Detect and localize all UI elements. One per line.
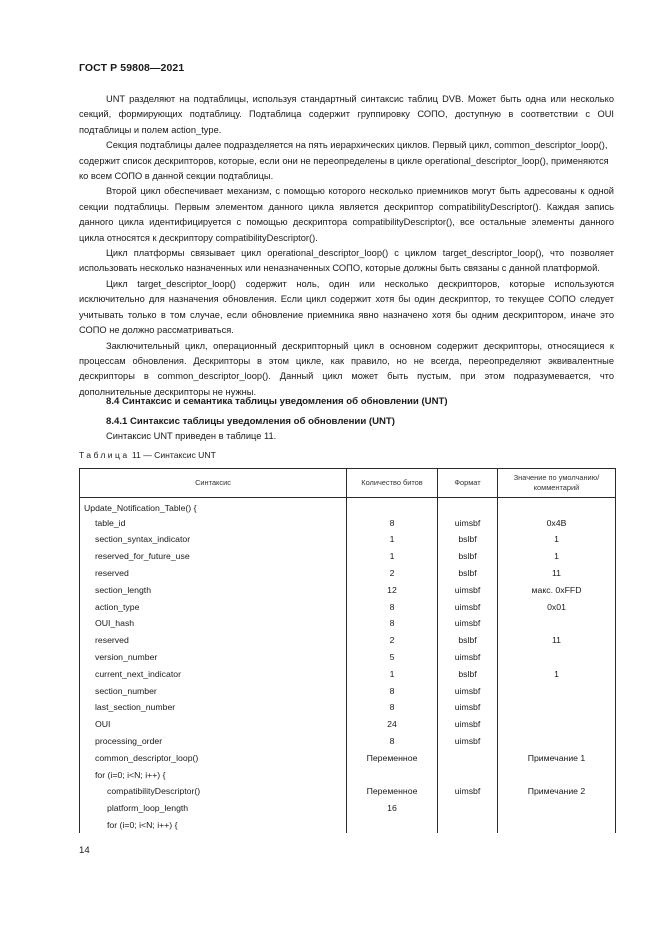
cell-default — [498, 817, 616, 834]
cell-bits: 8 — [347, 615, 438, 632]
table-intro: Синтаксис UNT приведен в таблице 11. — [106, 431, 277, 441]
section-heading: 8.4 Синтаксис и семантика таблицы уведомления об обновлении (UNT) — [106, 396, 448, 407]
cell-default: 1 — [498, 665, 616, 682]
cell-syntax: last_section_number — [80, 699, 347, 716]
cell-format: uimsbf — [438, 716, 498, 733]
cell-syntax: section_number — [80, 682, 347, 699]
cell-syntax: reserved_for_future_use — [80, 548, 347, 565]
cell-format: uimsbf — [438, 783, 498, 800]
cell-default: 11 — [498, 632, 616, 649]
table-row — [80, 498, 616, 515]
paragraph-5: Цикл target_descriptor_loop() содержит ноль, один или несколько дескрипторов, которые используются исключительно для назначения обновления. Если цикл содержит хотя бы один дескриптор, то текущее СОПО следует учитывать только в том случае, если обновление приемника явно назначено хотя бы одним дескриптором, иначе это СОПО не должно рассматриваться. — [79, 278, 614, 336]
cell-format: bslbf — [438, 565, 498, 582]
table-row — [80, 749, 616, 766]
cell-format: uimsbf — [438, 649, 498, 666]
cell-syntax: action_type — [80, 598, 347, 615]
cell-bits — [347, 817, 438, 834]
cell-default — [498, 699, 616, 716]
table-caption — [79, 450, 216, 460]
cell-default — [498, 766, 616, 783]
table-row — [80, 598, 616, 615]
cell-format — [438, 766, 498, 783]
table-row — [80, 548, 616, 565]
cell-bits: Переменное — [347, 783, 438, 800]
unt-syntax-table — [79, 468, 616, 833]
cell-bits: 1 — [347, 548, 438, 565]
cell-format: bslbf — [438, 632, 498, 649]
table-row — [80, 699, 616, 716]
table-caption-prefix: Таблица — [79, 450, 130, 460]
cell-syntax: current_next_indicator — [80, 665, 347, 682]
cell-default: макс. 0xFFD — [498, 581, 616, 598]
cell-format: uimsbf — [438, 598, 498, 615]
cell-format: uimsbf — [438, 682, 498, 699]
table-body — [80, 498, 616, 834]
header-syntax: Синтаксис — [80, 469, 347, 498]
cell-default: 0x01 — [498, 598, 616, 615]
paragraph-3: Второй цикл обеспечивает механизм, с помощью которого несколько приемников могут быть адресованы к одной секции подтаблицы. Первым элементом данного цикла является дескриптор compatibilityDescriptor(). Каждая запись данного цикла идентифицируется с помощью дескриптора compatibilityDescriptor(), все остальные элементы данного цикла относятся к дескриптору compatibilityDescriptor(). — [79, 186, 614, 243]
table-row — [80, 665, 616, 682]
cell-default — [498, 649, 616, 666]
cell-bits: 2 — [347, 632, 438, 649]
cell-bits: 8 — [347, 699, 438, 716]
cell-format: uimsbf — [438, 699, 498, 716]
table-row — [80, 581, 616, 598]
table-row — [80, 531, 616, 548]
cell-default — [498, 498, 616, 515]
paragraph-1: UNT разделяют на подтаблицы, используя стандартный синтаксис таблиц DVB. Может быть одна или несколько секций, формирующих подтаблицу. Подтаблица содержит группировку СОПО, доступную в соответствии с OUI подтаблицы и полем action_type. — [79, 94, 614, 135]
subsection-heading: 8.4.1 Синтаксис таблицы уведомления об обновлении (UNT) — [106, 416, 395, 427]
table-row — [80, 733, 616, 750]
paragraph-2: Секция подтаблицы далее подразделяется на пять иерархических циклов. Первый цикл, common_descriptor_loop(), содержит список дескрипторов, которые, если они не переопределены в цикле operational_descriptor_loop(), применяются ко всем СОПО в данной секции подтаблицы. — [79, 140, 609, 182]
cell-syntax: OUI — [80, 716, 347, 733]
cell-syntax: reserved — [80, 565, 347, 582]
cell-bits: 12 — [347, 581, 438, 598]
page-number: 14 — [79, 845, 90, 856]
table-row — [80, 783, 616, 800]
cell-syntax: table_id — [80, 514, 347, 531]
cell-syntax: processing_order — [80, 733, 347, 750]
cell-syntax: version_number — [80, 649, 347, 666]
header-bits: Количество битов — [347, 469, 438, 498]
cell-default — [498, 615, 616, 632]
cell-default: 1 — [498, 548, 616, 565]
table-row — [80, 615, 616, 632]
cell-default: 0x4B — [498, 514, 616, 531]
cell-syntax: Update_Notification_Table() { — [80, 498, 347, 515]
cell-bits: 1 — [347, 665, 438, 682]
table-row — [80, 632, 616, 649]
cell-syntax: OUI_hash — [80, 615, 347, 632]
cell-default — [498, 682, 616, 699]
cell-syntax: platform_loop_length — [80, 800, 347, 817]
cell-bits: 8 — [347, 514, 438, 531]
table-row — [80, 682, 616, 699]
table-caption-text: 11 — Синтаксис UNT — [129, 450, 216, 460]
cell-syntax: section_syntax_indicator — [80, 531, 347, 548]
cell-syntax: section_length — [80, 581, 347, 598]
cell-format: uimsbf — [438, 615, 498, 632]
cell-bits: 8 — [347, 682, 438, 699]
cell-default: Примечание 1 — [498, 749, 616, 766]
cell-default: 1 — [498, 531, 616, 548]
table-row — [80, 514, 616, 531]
table-row — [80, 766, 616, 783]
cell-format: uimsbf — [438, 733, 498, 750]
paragraph-6: Заключительный цикл, операционный дескрипторный цикл в основном содержит дескрипторы, относящиеся к процессам обновления. Дескрипторы в этом цикле, как правило, но не всегда, переопределяют эквивалентные дескрипторы в common_descriptor_loop(). Данный цикл может быть пустым, при этом подразумевается, что дополнительные дескрипторы не нужны. — [79, 340, 614, 397]
table-row — [80, 800, 616, 817]
cell-syntax: for (i=0; i<N; i++) { — [80, 766, 347, 783]
table-row — [80, 649, 616, 666]
cell-format — [438, 749, 498, 766]
cell-format — [438, 800, 498, 817]
table-row — [80, 565, 616, 582]
header-format: Формат — [438, 469, 498, 498]
cell-format: uimsbf — [438, 581, 498, 598]
standard-header: ГОСТ Р 59808—2021 — [79, 62, 185, 74]
cell-bits — [347, 766, 438, 783]
table-row — [80, 817, 616, 834]
cell-bits: Переменное — [347, 749, 438, 766]
cell-bits: 8 — [347, 733, 438, 750]
cell-default — [498, 733, 616, 750]
cell-format: bslbf — [438, 665, 498, 682]
cell-bits: 5 — [347, 649, 438, 666]
cell-default: Примечание 2 — [498, 783, 616, 800]
paragraph-4: Цикл платформы связывает цикл operational_descriptor_loop() с циклом target_descriptor_loop(), что позволяет использовать несколько назначенных или неназначенных СОПО, которые должны быть связаны с данной платформой. — [79, 248, 614, 274]
cell-bits — [347, 498, 438, 515]
cell-bits: 16 — [347, 800, 438, 817]
cell-bits: 8 — [347, 598, 438, 615]
cell-syntax: common_descriptor_loop() — [80, 749, 347, 766]
cell-format: bslbf — [438, 548, 498, 565]
cell-syntax: for (i=0; i<N; i++) { — [80, 817, 347, 834]
cell-bits: 24 — [347, 716, 438, 733]
cell-format: bslbf — [438, 531, 498, 548]
table-header-row — [80, 469, 616, 498]
cell-format — [438, 498, 498, 515]
cell-bits: 2 — [347, 565, 438, 582]
cell-default — [498, 716, 616, 733]
cell-default: 11 — [498, 565, 616, 582]
cell-default — [498, 800, 616, 817]
header-default: Значение по умолчанию/ комментарий — [498, 469, 616, 498]
cell-format: uimsbf — [438, 514, 498, 531]
cell-syntax: reserved — [80, 632, 347, 649]
cell-bits: 1 — [347, 531, 438, 548]
cell-format — [438, 817, 498, 834]
cell-syntax: compatibilityDescriptor() — [80, 783, 347, 800]
table-row — [80, 716, 616, 733]
body-text — [79, 92, 614, 400]
